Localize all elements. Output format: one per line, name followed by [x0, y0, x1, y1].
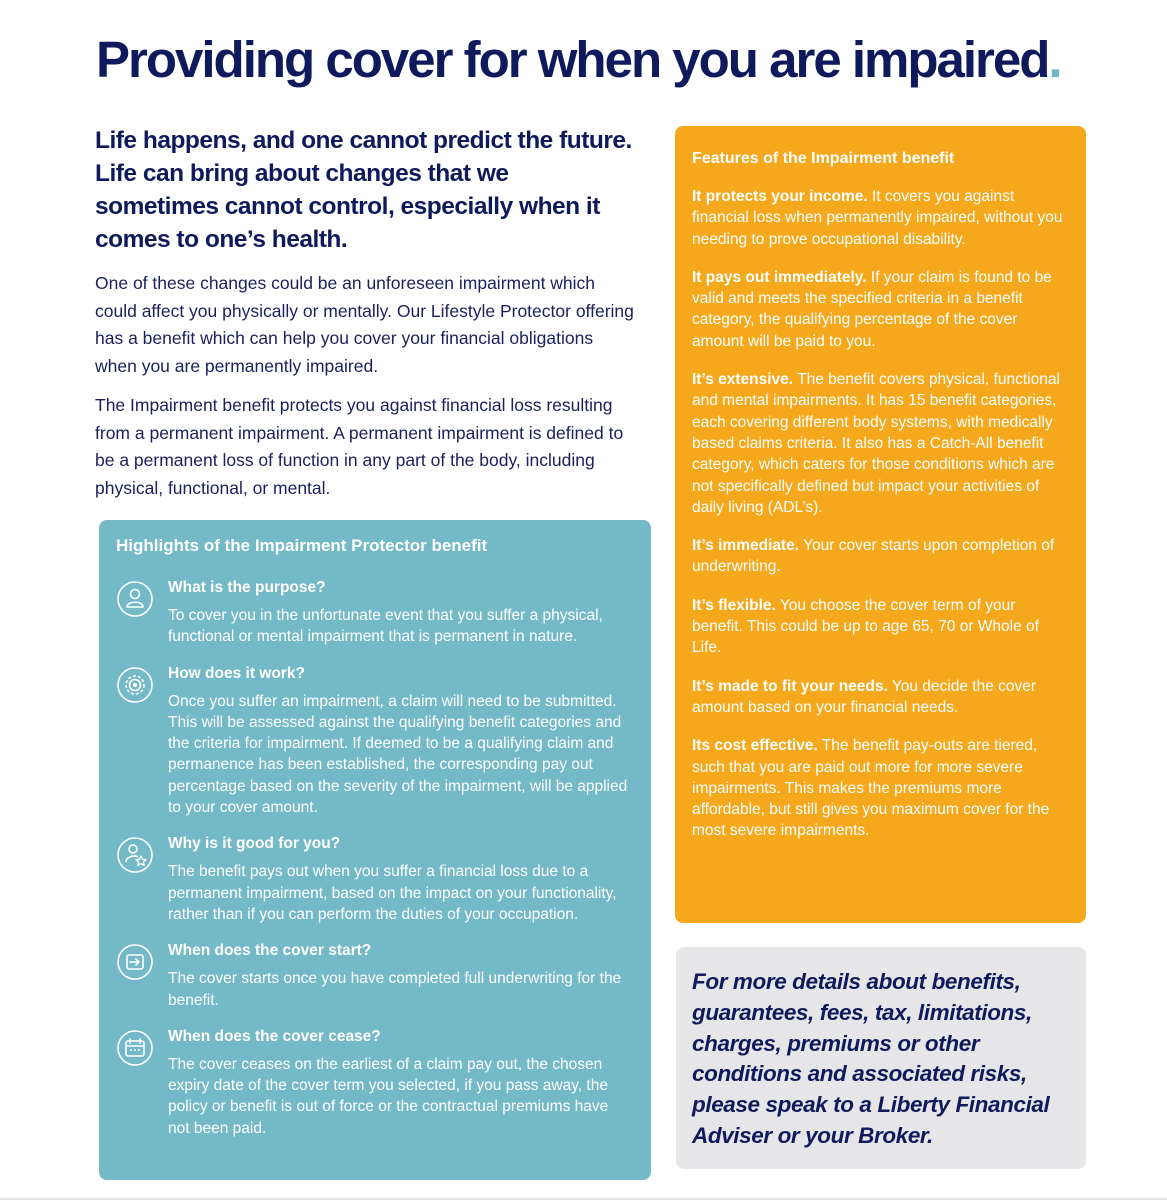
- calendar-icon: [116, 1029, 154, 1067]
- intro-section: [95, 124, 635, 514]
- feature-text: It covers you against financial loss when permanently impaired, without you needing to prove occupational disability.: [692, 188, 1063, 248]
- highlight-question: What is the purpose?: [168, 579, 326, 596]
- highlights-title: Highlights of the Impairment Protector benefit: [116, 536, 488, 555]
- feature-text: You choose the cover term of your benefit. This could be up to age 65, 70 or Whole of Life.: [692, 596, 1039, 657]
- feature-heading: Its cost effective.: [692, 737, 818, 755]
- highlight-question: When does the cover start?: [168, 942, 372, 960]
- feature-heading: It’s extensive.: [692, 371, 794, 389]
- title-dot: .: [1048, 31, 1061, 88]
- feature-item: [692, 369, 1070, 518]
- page-title: [96, 30, 1061, 89]
- feature-heading: It’s flexible.: [692, 596, 776, 614]
- highlight-item: [116, 834, 633, 925]
- feature-item: [692, 676, 1070, 719]
- features-title: Features of the Impairment benefit: [692, 150, 955, 167]
- feature-text: You decide the cover amount based on your financial needs.: [692, 677, 1037, 716]
- person-icon: [116, 580, 154, 618]
- lead-text: Life happens, and one cannot predict the future. Life can bring about changes that we sometimes cannot control, especially when it comes to one’s health.: [95, 127, 632, 253]
- highlights-panel: [99, 520, 651, 1180]
- highlight-question: Why is it good for you?: [168, 835, 341, 853]
- highlight-answer: Once you suffer an impairment, a claim will need to be submitted. This will be assessed against the qualifying benefit categories and the criteria for impairment. If deemed to be a qualifying claim and permanence has been established, the corresponding pay out percentage based on the severity of the impairment, will be applied to your cover amount.: [168, 692, 628, 817]
- feature-text: The benefit covers physical, functional and mental impairments. It has 15 benefit categories, each covering different body systems, with medically based claims criteria. It also has a Catch-All benefit category, which caters for those conditions which are not specifically defined but impact your activities of daily living (ADL’s).: [692, 371, 1060, 516]
- highlight-answer: The cover ceases on the earliest of a claim pay out, the chosen expiry date of the cover term you selected, if you pass away, the policy or benefit is out of force or the contractual premiums have not been paid.: [168, 1055, 609, 1137]
- highlight-item: [116, 941, 633, 1011]
- enter-icon: [116, 943, 154, 981]
- highlight-answer: To cover you in the unfortunate event that you suffer a physical, functional or mental impairment that is permanent in nature.: [168, 607, 603, 646]
- feature-item: [692, 186, 1070, 250]
- feature-text: The benefit pay-outs are tiered, such that you are paid out more for more severe impairments. This makes the premiums more affordable, but still gives you maximum cover for the most severe impairments.: [692, 737, 1050, 840]
- feature-heading: It pays out immediately.: [692, 268, 867, 286]
- contact-box: [676, 947, 1086, 1169]
- highlight-item: [116, 1027, 633, 1139]
- highlight-item: [116, 578, 633, 648]
- person-star-icon: [116, 836, 154, 874]
- feature-text: Your cover starts upon completion of underwriting.: [692, 537, 1055, 576]
- feature-heading: It’s made to fit your needs.: [692, 677, 888, 695]
- feature-item: [692, 535, 1070, 578]
- feature-item: [692, 595, 1070, 659]
- features-panel: [675, 126, 1086, 923]
- feature-heading: It protects your income.: [692, 188, 868, 205]
- feature-item: [692, 735, 1070, 841]
- feature-heading: It’s immediate.: [692, 537, 800, 555]
- highlight-answer: The cover starts once you have completed full underwriting for the benefit.: [168, 970, 622, 1009]
- feature-text: If your claim is found to be valid and meets the specified criteria in a benefit category, the qualifying percentage of the cover amount will be paid to you.: [692, 268, 1052, 350]
- highlight-item: [116, 664, 633, 819]
- page-title-text: Providing cover for when you are impaired: [96, 31, 1049, 88]
- contact-text: For more details about benefits, guarantees, fees, tax, limitations, charges, premiums or other conditions and associated risks, please speak to a Liberty Financial Adviser or your Broker.: [692, 969, 1050, 1148]
- feature-item: [692, 267, 1070, 352]
- intro-paragraph-2: The Impairment benefit protects you against financial loss resulting from a permanent impairment. A permanent impairment is defined to be a permanent loss of function in any part of the body, including physical, functional, or mental.: [95, 395, 624, 498]
- highlight-question: When does the cover cease?: [168, 1027, 381, 1045]
- gear-icon: [116, 666, 154, 704]
- highlight-answer: The benefit pays out when you suffer a financial loss due to a permanent impairment, based on the impact on your functionality, rather than if you can perform the duties of your occupation.: [168, 863, 617, 923]
- intro-paragraph-1: One of these changes could be an unforeseen impairment which could affect you physically or mentally. Our Lifestyle Protector offering has a benefit which can help you cover your financial obligations when you are permanently impaired.: [95, 273, 634, 376]
- highlight-question: How does it work?: [168, 664, 305, 682]
